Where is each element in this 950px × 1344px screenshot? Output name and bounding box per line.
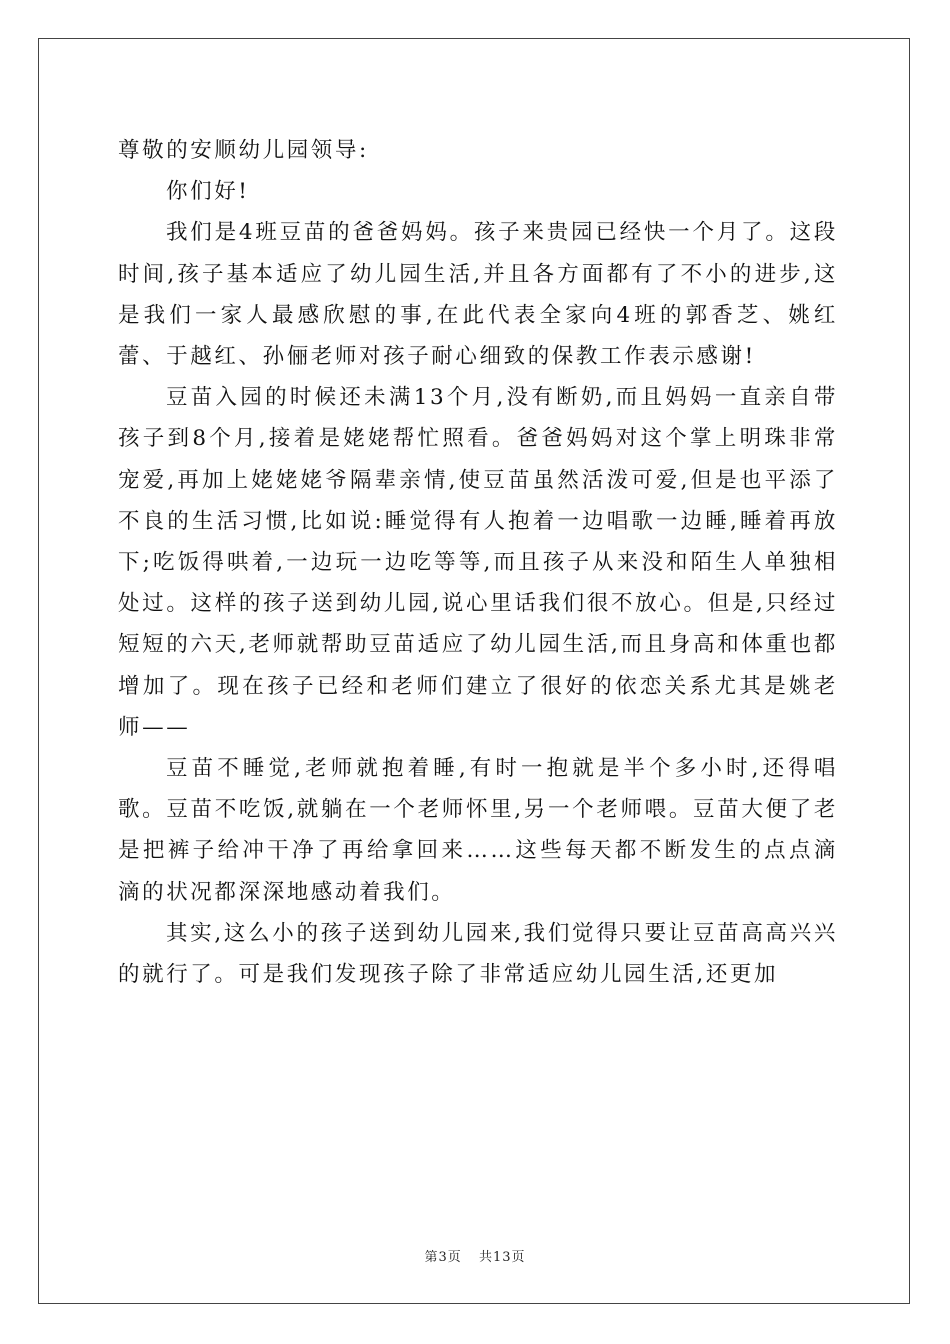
paragraph-introduction: 我们是4班豆苗的爸爸妈妈。孩子来贵园已经快一个月了。这段时间,孩子基本适应了幼儿园生活,并且各方面都有了不小的进步,这是我们一家人最感欣慰的事,在此代表全家向4班的郭香芝、姚红蕾、于越红、孙俪老师对孩子耐心细致的保教工作表示感谢! <box>118 220 838 370</box>
page-footer <box>0 1246 950 1265</box>
page-total: 共13页 <box>478 1250 526 1265</box>
letter-body <box>118 130 838 995</box>
paragraph-continuation: 其实,这么小的孩子送到幼儿园来,我们觉得只要让豆苗高高兴兴的就行了。可是我们发现孩子除了非常适应幼儿园生活,还更加 <box>118 920 838 988</box>
letter-greeting: 尊敬的安顺幼儿园领导: <box>118 138 369 163</box>
page-number: 第3页 <box>424 1250 462 1265</box>
paragraph-background: 豆苗入园的时候还未满13个月,没有断奶,而且妈妈一直亲自带孩子到8个月,接着是姥姥帮忙照看。爸爸妈妈对这个掌上明珠非常宠爱,再加上姥姥姥爷隔辈亲情,使豆苗虽然活泼可爱,但是也平添了不良的生活习惯,比如说:睡觉得有人抱着一边唱歌一边睡,睡着再放下;吃饭得哄着,一边玩一边吃等等,而且孩子从来没和陌生人单独相处过。这样的孩子送到幼儿园,说心里话我们很不放心。但是,只经过短短的六天,老师就帮助豆苗适应了幼儿园生活,而且身高和体重也都增加了。现在孩子已经和老师们建立了很好的依恋关系尤其是姚老师—— <box>118 385 838 740</box>
paragraph-hello: 你们好! <box>166 179 250 205</box>
paragraph-teacher-care: 豆苗不睡觉,老师就抱着睡,有时一抱就是半个多小时,还得唱歌。豆苗不吃饭,就躺在一个老师怀里,另一个老师喂。豆苗大便了老是把裤子给冲干净了再给拿回来……这些每天都不断发生的点点滴滴的状况都深深地感动着我们。 <box>118 756 838 905</box>
